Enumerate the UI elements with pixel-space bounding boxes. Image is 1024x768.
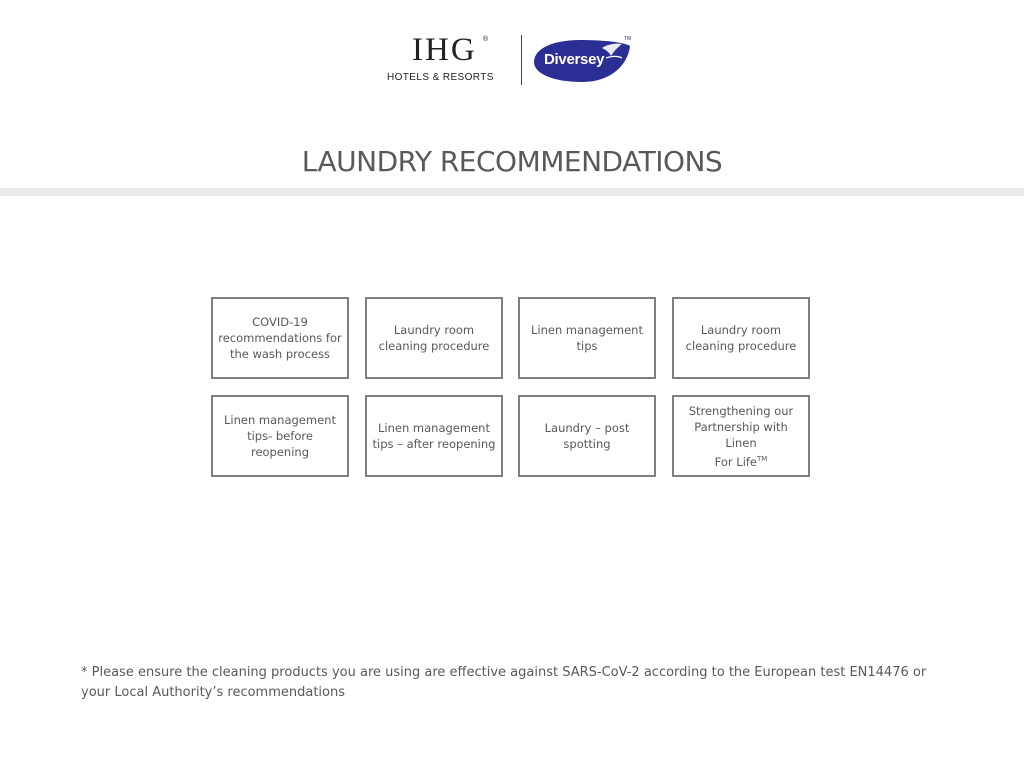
- logo-divider: [521, 35, 522, 85]
- ihg-logo-subtitle: HOTELS & RESORTS: [387, 72, 494, 83]
- registered-mark: ®: [483, 36, 489, 43]
- tile-label: Linen management tips – after reopening: [372, 421, 496, 451]
- tile-laundry-room-cleaning-2[interactable]: [672, 297, 810, 379]
- trademark-mark: TM: [624, 36, 632, 42]
- tile-laundry-post-spotting[interactable]: [518, 395, 656, 477]
- tile-label-text: Strengthening our Partnership with Linen For Life: [688, 403, 794, 469]
- tile-covid-wash-process[interactable]: [211, 297, 349, 379]
- tile-label: Linen management tips- before reopening: [224, 413, 336, 459]
- title-divider: [0, 188, 1024, 196]
- trademark-superscript: TM: [757, 454, 768, 463]
- logo-bar: [386, 34, 636, 86]
- footnote: * Please ensure the cleaning products you are using are effective against SARS-CoV-2 according to the European test EN14476 or your Local Authority’s recommendations: [81, 665, 927, 700]
- diversey-logo-word: Diversey: [544, 51, 605, 68]
- ihg-logo: [386, 34, 514, 86]
- tile-laundry-room-cleaning-1[interactable]: [365, 297, 503, 379]
- tile-label: Linen management tips: [531, 323, 643, 353]
- ihg-logo-mark: IHG: [412, 32, 477, 68]
- diversey-logo: [532, 34, 632, 86]
- tile-linen-before-reopening[interactable]: [211, 395, 349, 477]
- page-title: LAUNDRY RECOMMENDATIONS: [301, 145, 723, 178]
- tile-label: Laundry room cleaning procedure: [685, 323, 797, 353]
- tile-label: [674, 403, 808, 470]
- tile-linen-for-life-partnership[interactable]: [672, 395, 810, 477]
- tile-linen-after-reopening[interactable]: [365, 395, 503, 477]
- tile-label: COVID-19 recommendations for the wash process: [218, 315, 342, 361]
- tile-linen-management-tips[interactable]: [518, 297, 656, 379]
- tile-label: Laundry – post spotting: [544, 421, 630, 451]
- tile-label: Laundry room cleaning procedure: [378, 323, 490, 353]
